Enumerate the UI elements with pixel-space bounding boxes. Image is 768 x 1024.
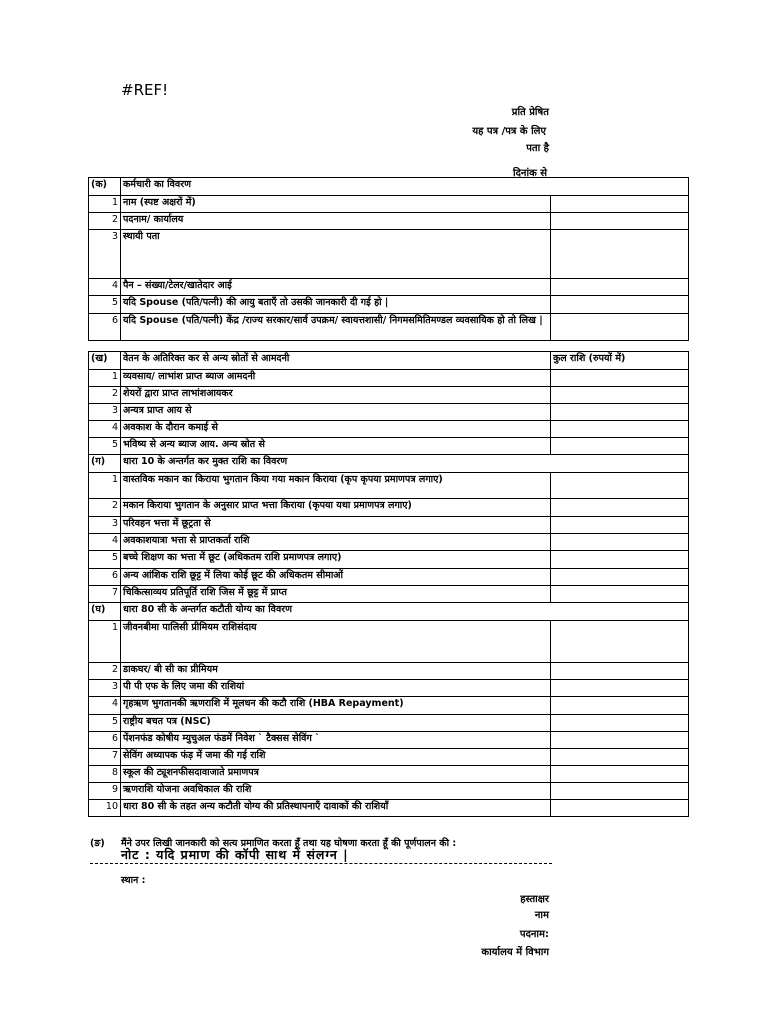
row-number: 8 bbox=[89, 766, 121, 783]
row-label: पी पी एफ के लिए जमा की राशियां bbox=[121, 680, 551, 697]
row-number: 1 bbox=[89, 621, 121, 663]
value-cell[interactable] bbox=[551, 715, 689, 732]
section-b-label: (ख) bbox=[89, 352, 121, 370]
section-a-label: (क) bbox=[89, 178, 121, 196]
row-number: 3 bbox=[89, 230, 121, 279]
row-label: बच्चे शिक्षण का भत्ता में छूट (अधिकतम राशि प्रमाणपत्र लगाए) bbox=[121, 551, 551, 569]
row-number: 7 bbox=[89, 586, 121, 603]
row-label: स्थायी पता bbox=[121, 230, 551, 279]
row-label: गृहऋण भुगतानकी ऋणराशि में मूलधन की कटौ राशि (HBA Repayment) bbox=[121, 697, 551, 715]
row-number: 2 bbox=[89, 499, 121, 517]
row-number: 5 bbox=[89, 296, 121, 314]
row-number: 1 bbox=[89, 196, 121, 213]
header-line-3: पता है bbox=[526, 143, 549, 154]
value-cell[interactable] bbox=[551, 732, 689, 749]
row-label: अवकाश के दौरान कमाई से bbox=[121, 421, 551, 438]
value-cell[interactable] bbox=[551, 621, 689, 663]
row-label: अवकाशयात्रा भत्ता से प्राप्तकर्ता राशि bbox=[121, 534, 551, 551]
value-cell[interactable] bbox=[551, 517, 689, 534]
note-line: नोट : यदि प्रमाण की कॉपी साथ मे संलग्न | bbox=[121, 847, 349, 862]
header-line-1: प्रति प्रेषित bbox=[511, 107, 549, 118]
amount-header: कुल राशि (रुपयों में) bbox=[551, 352, 689, 370]
row-number: 2 bbox=[89, 387, 121, 404]
value-cell[interactable] bbox=[551, 279, 689, 296]
row-number: 5 bbox=[89, 551, 121, 569]
row-label: अन्य आंशिक राशि छूट्ट में लिया कोई छूट की अधिकतम सीमाओं bbox=[121, 569, 551, 586]
row-number: 10 bbox=[89, 800, 121, 817]
row-label: स्कूल की ट्यूशनफीसदावाजाते प्रमाणपत्र bbox=[121, 766, 551, 783]
row-number: 5 bbox=[89, 715, 121, 732]
row-label: सेविंग अध्यापक फंड़ में जमा की गई राशि bbox=[121, 749, 551, 766]
row-number: 1 bbox=[89, 370, 121, 387]
value-cell[interactable] bbox=[551, 766, 689, 783]
row-label: पदनाम/ कार्यालय bbox=[121, 213, 551, 230]
value-cell[interactable] bbox=[551, 314, 689, 341]
row-number: 3 bbox=[89, 404, 121, 421]
value-cell[interactable] bbox=[551, 196, 689, 213]
value-cell[interactable] bbox=[551, 586, 689, 603]
section-c-title: धारा 10 के अन्तर्गत कर मुक्त राशि का विवरण bbox=[121, 455, 689, 473]
value-cell[interactable] bbox=[551, 473, 689, 499]
section-d-title: धारा 80 सी के अन्तर्गत कटौती योग्य का विवरण bbox=[121, 603, 689, 621]
header-line-4: दिनांक से bbox=[513, 168, 547, 179]
row-label: धारा 80 सी के तहत अन्य कटौती योग्य की प्रतिस्थापनाएँ दावाकों की राशियाँ bbox=[121, 800, 551, 817]
value-cell[interactable] bbox=[551, 569, 689, 586]
designation-label: पदनाम: bbox=[519, 929, 549, 940]
row-label: वास्तविक मकान का किराया भुगतान किया गया मकान किराया (कृप कृपया प्रमाणपत्र लगाए) bbox=[121, 473, 551, 499]
row-label: पेंशनफंड कोषीय म्युचुअल फंडमें निवेश ` टैक्सस सेविंग ` bbox=[121, 732, 551, 749]
office-label: कार्यालय में विभाग bbox=[481, 947, 549, 958]
dashed-divider bbox=[90, 863, 552, 864]
header-line-2: यह पत्र /पत्र के लिए bbox=[472, 126, 546, 137]
row-number: 1 bbox=[89, 473, 121, 499]
row-label: मकान किराया भुगतान के अनुसार प्राप्त भत्ता किराया (कृपया यथा प्रमाणपत्र लगाए) bbox=[121, 499, 551, 517]
value-cell[interactable] bbox=[551, 697, 689, 715]
value-cell[interactable] bbox=[551, 230, 689, 279]
row-number: 3 bbox=[89, 680, 121, 697]
section-e-label: (ङ) bbox=[90, 838, 105, 849]
row-number: 7 bbox=[89, 749, 121, 766]
row-number: 9 bbox=[89, 783, 121, 800]
place-label: स्थान : bbox=[121, 875, 146, 886]
row-label: व्यवसाय/ लाभांश प्राप्त ब्याज आमदनी bbox=[121, 370, 551, 387]
declaration-text: मैंने उपर लिखी जानकारी को सत्य प्रमाणित करता हूँ तथा यह घोषणा करता हूँ की पूर्णपालन की : bbox=[121, 838, 457, 849]
row-number: 3 bbox=[89, 517, 121, 534]
value-cell[interactable] bbox=[551, 213, 689, 230]
signature-label: हस्ताक्षर bbox=[520, 894, 549, 905]
row-number: 4 bbox=[89, 697, 121, 715]
value-cell[interactable] bbox=[551, 404, 689, 421]
value-cell[interactable] bbox=[551, 783, 689, 800]
row-number: 5 bbox=[89, 438, 121, 455]
row-label: यदि Spouse (पति/पत्नी) केंद्र /राज्य सरकार/सार्व उपक्रम/ स्वायत्तशासी/ निगमसमितिमण्डल व्यवसायिक हो तो लिख | bbox=[121, 314, 551, 341]
name-label: नाम bbox=[534, 910, 549, 921]
section-a-table bbox=[88, 177, 689, 341]
row-number: 4 bbox=[89, 421, 121, 438]
section-d-label: (घ) bbox=[89, 603, 121, 621]
row-label: अन्यत्र प्राप्त आय से bbox=[121, 404, 551, 421]
value-cell[interactable] bbox=[551, 551, 689, 569]
value-cell[interactable] bbox=[551, 800, 689, 817]
row-label: डाकघर/ बी सी का प्रीमियम bbox=[121, 663, 551, 680]
value-cell[interactable] bbox=[551, 749, 689, 766]
row-number: 6 bbox=[89, 732, 121, 749]
value-cell[interactable] bbox=[551, 680, 689, 697]
value-cell[interactable] bbox=[551, 370, 689, 387]
row-label: परिवहन भत्ता में छूट्रता से bbox=[121, 517, 551, 534]
row-number: 4 bbox=[89, 279, 121, 296]
income-deduction-table bbox=[88, 351, 689, 817]
row-label: शेयरों द्वारा प्राप्त लाभांशआयकर bbox=[121, 387, 551, 404]
ref-error-cell: #REF! bbox=[121, 81, 169, 99]
value-cell[interactable] bbox=[551, 387, 689, 404]
value-cell[interactable] bbox=[551, 421, 689, 438]
row-number: 6 bbox=[89, 314, 121, 341]
row-label: भविष्य से अन्य ब्याज आय. अन्य स्रोत से bbox=[121, 438, 551, 455]
value-cell[interactable] bbox=[551, 663, 689, 680]
row-label: नाम (स्पष्ट अक्षरों में) bbox=[121, 196, 551, 213]
row-number: 4 bbox=[89, 534, 121, 551]
value-cell[interactable] bbox=[551, 438, 689, 455]
row-label: पैन – संख्या/टेलर/खातेदार आई bbox=[121, 279, 551, 296]
value-cell[interactable] bbox=[551, 534, 689, 551]
value-cell[interactable] bbox=[551, 296, 689, 314]
row-label: ऋणराशि योजना अवधिकाल की राशि bbox=[121, 783, 551, 800]
row-label: यदि Spouse (पति/पत्नी) की आयु बताएँ तो उसकी जानकारी दी गई हो | bbox=[121, 296, 551, 314]
section-a-title: कर्मचारी का विवरण bbox=[121, 178, 689, 196]
row-number: 2 bbox=[89, 663, 121, 680]
row-label: जीवनबीमा पालिसी प्रीमियम राशिसंदाय bbox=[121, 621, 551, 663]
row-label: राष्ट्रीय बचत पत्र (NSC) bbox=[121, 715, 551, 732]
row-number: 6 bbox=[89, 569, 121, 586]
section-c-label: (ग) bbox=[89, 455, 121, 473]
value-cell[interactable] bbox=[551, 499, 689, 517]
row-number: 2 bbox=[89, 213, 121, 230]
section-b-title: वेतन के अतिरिक्त कर से अन्य स्रोतों से आमदनी bbox=[121, 352, 551, 370]
row-label: चिकित्साव्यय प्रतिपूर्ति राशि जिस में छूट्ट में प्राप्त bbox=[121, 586, 551, 603]
